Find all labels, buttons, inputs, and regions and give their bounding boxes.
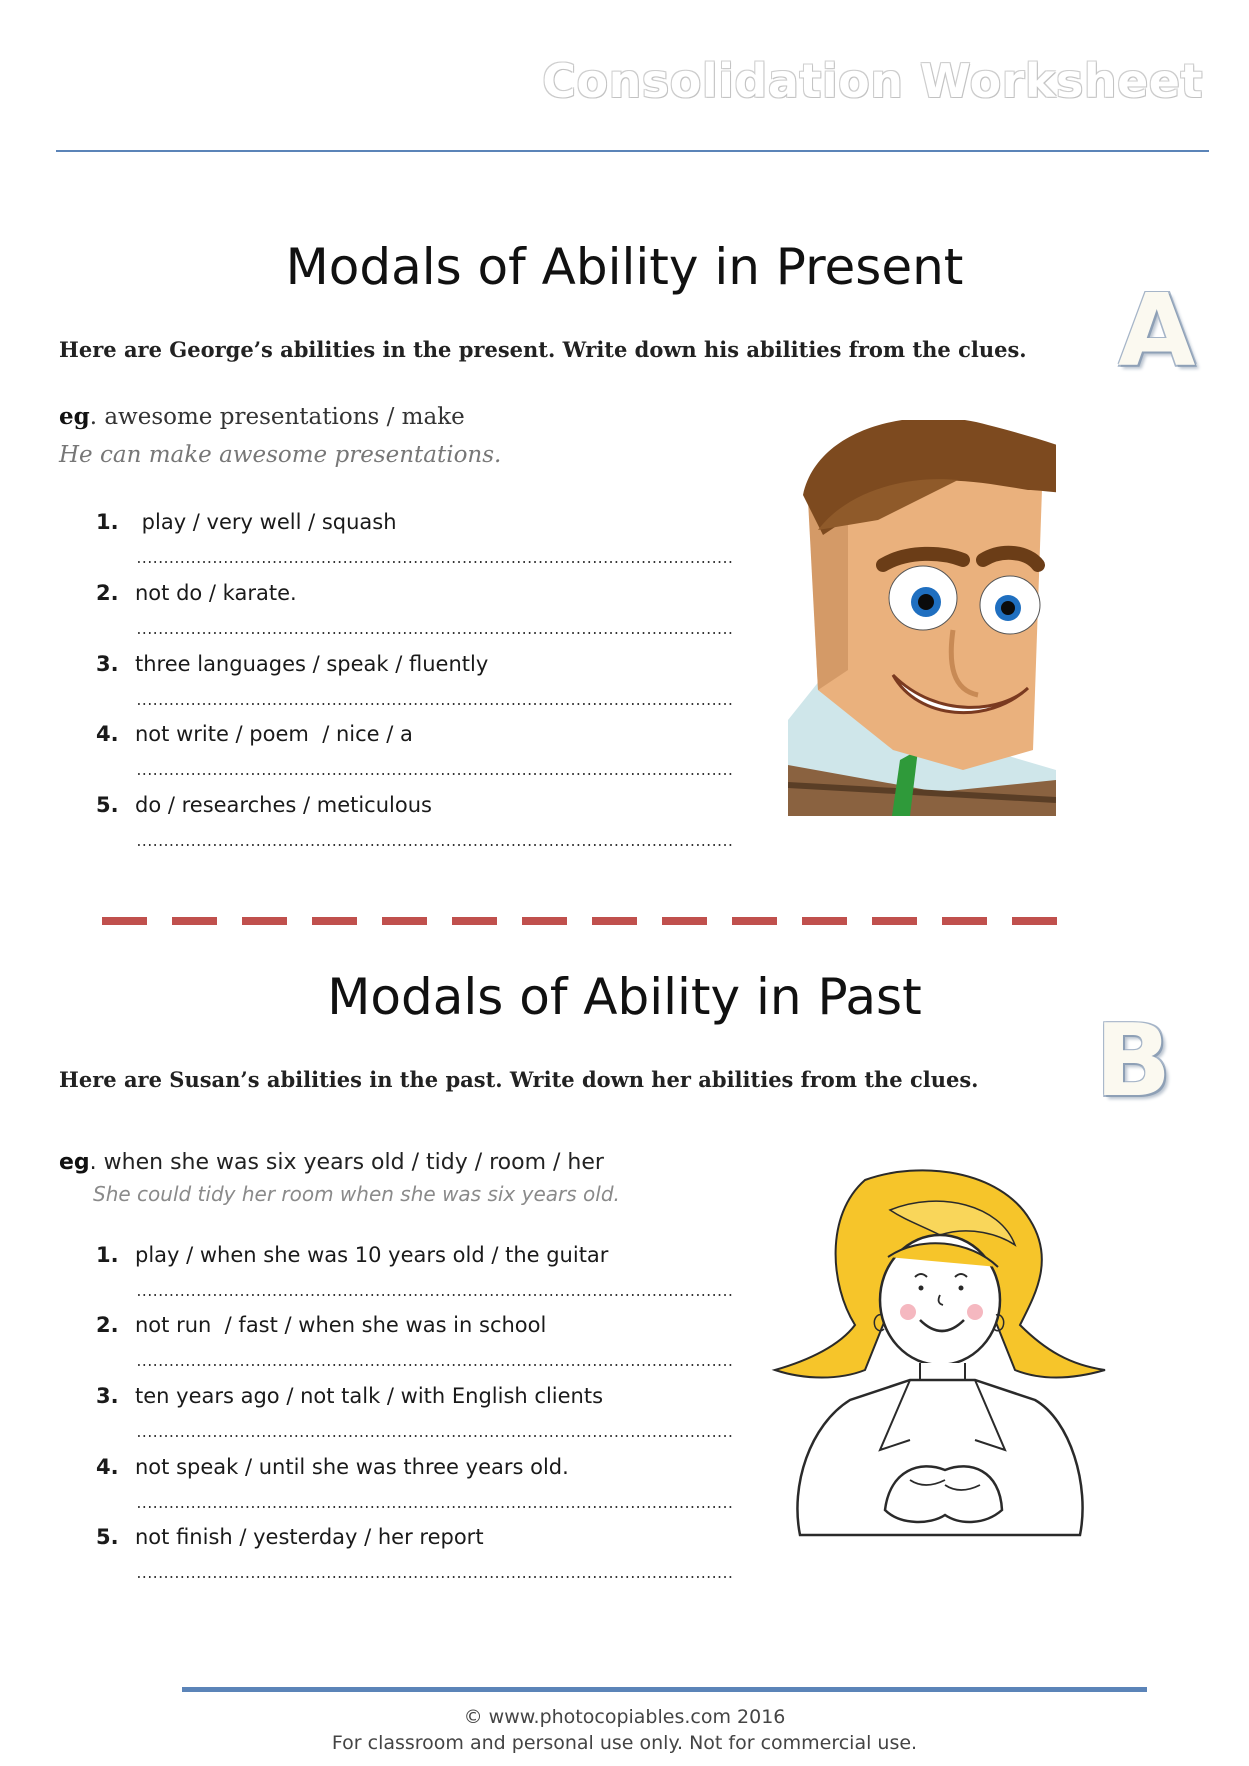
item-number: 4. [96,722,119,746]
item-number: 4. [96,1455,119,1479]
section-a-answer-line-3[interactable]: .............................................................................................................. [135,694,732,709]
section-b-answer-line-2[interactable]: .............................................................................................................. [135,1355,732,1370]
section-a-item-3 [96,652,488,676]
item-number: 3. [96,1384,119,1408]
section-b-item-1 [96,1243,608,1267]
section-a-title: Modals of Ability in Present [285,238,964,296]
section-a-badge: A [1118,272,1196,389]
section-divider-dashed [102,917,1057,925]
section-a-answer-line-1[interactable]: .............................................................................................................. [135,552,732,567]
example-clue-text: . awesome presentations / make [89,404,465,430]
section-b-item-5 [96,1525,484,1549]
item-text: not write / poem / nice / a [135,722,413,746]
example-prefix: eg [59,403,90,430]
section-a-answer-line-4[interactable]: .............................................................................................................. [135,764,732,779]
section-a-answer-line-5[interactable]: .............................................................................................................. [135,835,732,850]
example-prefix: eg [59,1150,90,1175]
section-b-item-3 [96,1384,603,1408]
item-number: 2. [96,1313,119,1337]
item-text: not do / karate. [135,581,297,605]
example-clue-text: . when she was six years old / tidy / room / her [89,1150,604,1175]
item-text: play / when she was 10 years old / the guitar [135,1243,609,1267]
section-a-item-5 [96,793,432,817]
item-number: 2. [96,581,119,605]
section-a-item-2 [96,581,297,605]
section-b-item-4 [96,1455,569,1479]
footer-usage-note: For classroom and personal use only. Not for commercial use. [331,1732,918,1754]
item-number: 3. [96,652,119,676]
section-a-item-4 [96,722,413,746]
worksheet-header-title: Consolidation Worksheet [542,54,1203,108]
item-text: not finish / yesterday / her report [135,1525,484,1549]
section-a-example-answer: He can make awesome presentations. [59,442,502,468]
section-b-answer-line-1[interactable]: .............................................................................................................. [135,1285,732,1300]
footer-copyright: © www.photocopiables.com 2016 [463,1706,786,1728]
section-a-item-1 [96,510,397,534]
section-b-answer-line-5[interactable]: .............................................................................................................. [135,1567,732,1582]
item-number: 1. [96,510,119,534]
item-number: 5. [96,793,119,817]
section-b-item-2 [96,1313,546,1337]
section-b-badge: B [1095,1002,1172,1119]
section-b-answer-line-4[interactable]: .............................................................................................................. [135,1497,732,1512]
item-text: do / researches / meticulous [135,793,432,817]
section-b-title: Modals of Ability in Past [327,968,922,1026]
section-b-instruction: Here are Susan’s abilities in the past. Write down her abilities from the clues. [59,1067,979,1092]
george-cartoon-illustration [788,420,1128,816]
item-number: 5. [96,1525,119,1549]
section-a-answer-line-2[interactable]: .............................................................................................................. [135,623,732,638]
item-number: 1. [96,1243,119,1267]
section-b-example-clue [59,1150,604,1175]
susan-cartoon-illustration [770,1165,1110,1555]
item-text: play / very well / squash [135,510,397,534]
footer-rule [182,1687,1147,1692]
item-text: not speak / until she was three years old. [135,1455,569,1479]
item-text: three languages / speak / fluently [135,652,489,676]
section-b-example-answer: She could tidy her room when she was six years old. [93,1182,620,1206]
header-rule [56,150,1209,152]
section-a-instruction: Here are George’s abilities in the present. Write down his abilities from the clues. [59,337,1027,362]
section-a-example-clue [59,403,465,430]
item-text: ten years ago / not talk / with English clients [135,1384,604,1408]
section-b-answer-line-3[interactable]: .............................................................................................................. [135,1426,732,1441]
item-text: not run / fast / when she was in school [135,1313,547,1337]
